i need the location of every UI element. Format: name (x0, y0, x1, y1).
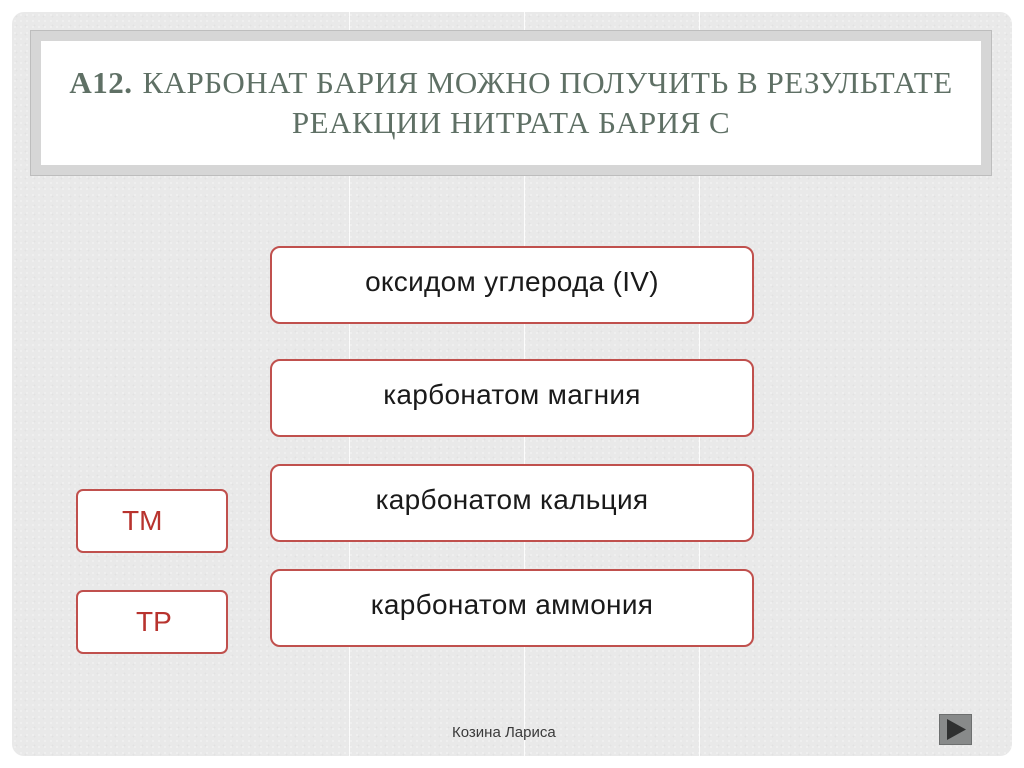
tm-button[interactable] (76, 489, 228, 553)
title-frame (30, 30, 992, 176)
answer-option-4[interactable] (270, 569, 754, 647)
answer-option-label: карбонатом магния (383, 379, 641, 410)
next-slide-button[interactable] (939, 714, 972, 745)
author-footer: Козина Лариса (452, 724, 556, 741)
answer-option-label: карбонатом аммония (370, 589, 654, 620)
answer-option-label: оксидом углерода (IV) (365, 266, 659, 297)
tr-button[interactable] (76, 590, 228, 654)
slide-background (12, 12, 1012, 756)
question-title (41, 63, 981, 143)
tm-button-label: ТМ (122, 505, 163, 536)
answer-option-label: карбонатом кальция (375, 484, 649, 515)
answer-option-3[interactable] (270, 464, 754, 542)
question-text: КАРБОНАТ БАРИЯ МОЖНО ПОЛУЧИТЬ В РЕЗУЛЬТАТЕ РЕАКЦИИ НИТРАТА БАРИЯ С (142, 65, 953, 140)
answer-option-1[interactable] (270, 246, 754, 324)
question-number: А12. (69, 65, 133, 100)
answer-option-2[interactable] (270, 359, 754, 437)
play-triangle-icon (940, 715, 971, 744)
title-box (41, 41, 981, 165)
tr-button-label: ТР (136, 606, 172, 637)
